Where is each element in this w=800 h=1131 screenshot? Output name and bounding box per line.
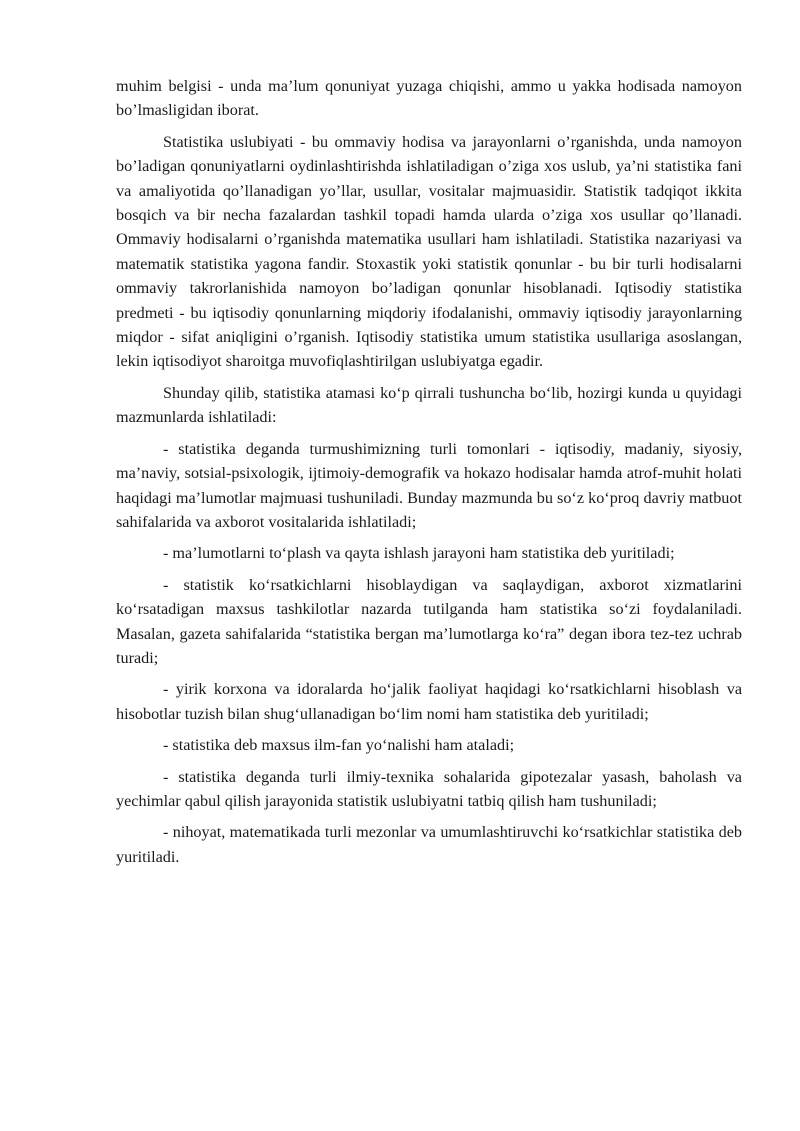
list-item-science: - statistika deb maxsus ilm-fan yo‘nalishi ham ataladi; — [163, 736, 515, 755]
list-item-processing: - ma’lumotlarni to‘plash va qayta ishlash jarayoni ham statistika deb yuritiladi; — [163, 544, 675, 563]
paragraph-summary-intro: Shunday qilib, statistika atamasi ko‘p qirrali tushuncha bo‘lib, hozirgi kunda u quyidagi mazmunlarda ishlatiladi: — [116, 383, 742, 427]
list-item-departments: - yirik korxona va idoralarda ho‘jalik faoliyat haqidagi ko‘rsatkichlarni hisoblash va hisobotlar tuzish bilan shug‘ullanadigan bo‘lim nomi ham statistika deb yuritiladi; — [116, 680, 742, 723]
paragraph-continuation: muhim belgisi - unda ma’lum qonuniyat yuzaga chiqishi, ammo u yakka hodisada namoyon bo’lmasligidan iborat. — [116, 77, 742, 120]
paragraph-methodology: Statistika uslubiyati - bu ommaviy hodisa va jarayonlarni o’rganishda, unda namoyon bo’ladigan qonuniyatlarni oydinlashtirishda ishlatiladigan o’ziga xos uslub, ya’ni statistika fani va amaliyotida qo’llanadigan yo’llar, usullar, vositalar majmuasidir. Statistik tadqiqot ikkita bosqich va bir necha fazalardan tashkil topadi hamda ularda o’ziga xos usullar qo’llanadi. Ommaviy hodisalarni o’rganishda matematika usullari ham ishlatiladi. Statistika nazariyasi va matematik statistika yagona fandir. Stoxastik yoki statistik qonunlar - bu bir turli hodisalarni ommaviy takrorlanishida namoyon bo’ladigan qonunlar hisoblanadi. Iqtisodiy statistika predmeti - bu iqtisodiy qonunlarning miqdoriy ifodalanishi, ommaviy iqtisodiy jarayonlarning miqdor - sifat aniqligini o’rganish. Iqtisodiy statistika umum statistika usullariga asoslangan, lekin iqtisodiyot sharoitga muvofiqlashtirilgan uslubiyatga egadir. — [116, 132, 742, 371]
list-item-data-collection: - statistika deganda turmushimizning turli tomonlari - iqtisodiy, madaniy, siyosiy, ma’naviy, sotsial-psixologik, ijtimoiy-demografik va hokazo hodisalar hamda atrof-muhit holati haqidagi ma’lumotlar majmuasi tushuniladi. Bunday mazmunda bu so‘z ko‘proq davriy matbuot sahifalarida va axborot vositalarida ishlatiladi; — [116, 439, 742, 531]
list-item-mathematics: - nihoyat, matematikada turli mezonlar va umumlashtiruvchi ko‘rsatkichlar statistika deb yuritiladi. — [116, 823, 742, 866]
list-item-organizations: - statistik ko‘rsatkichlarni hisoblaydigan va saqlaydigan, axborot xizmatlarini ko‘rsatadigan maxsus tashkilotlar nazarda tutilganda ham statistika so‘zi foydalaniladi. Masalan, gazeta sahifalarida “statistika bergan ma’lumotlarga ko‘ra” degan ibora tez-tez uchrab turadi; — [116, 575, 742, 667]
document-page — [116, 74, 742, 876]
list-item-hypotheses: - statistika deganda turli ilmiy-texnika sohalarida gipotezalar yasash, baholash va yechimlar qabul qilish jarayonida statistik uslubiyatni tatbiq qilish ham tushuniladi; — [116, 767, 742, 810]
